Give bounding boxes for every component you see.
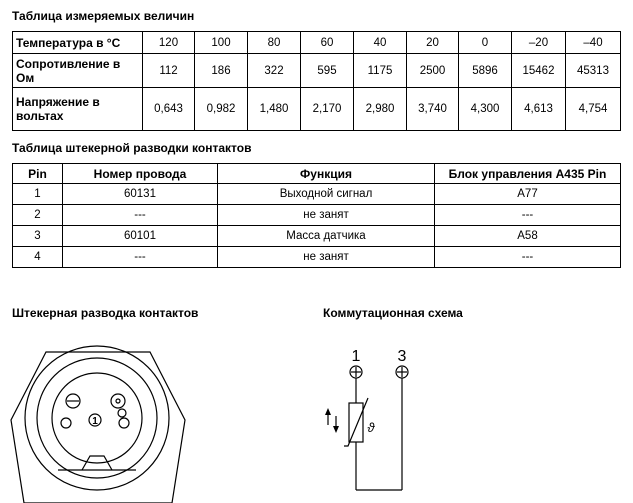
table-cell: 2,980 <box>354 88 407 131</box>
column-header: Функция <box>218 164 435 184</box>
connector-title: Штекерная разводка контактов <box>12 306 199 320</box>
table-cell: Выходной сигнал <box>218 184 435 205</box>
table-cell: 4 <box>13 247 63 268</box>
table-cell: 20 <box>407 32 459 54</box>
row-header: Напряжение в вольтах <box>13 88 143 131</box>
table-cell: не занят <box>218 205 435 226</box>
table-cell: 2500 <box>407 54 459 88</box>
table-cell: 45313 <box>566 54 621 88</box>
pin-bottom-right <box>118 409 126 417</box>
table-cell: 0,643 <box>143 88 195 131</box>
pinout-table-title: Таблица штекерной разводки контактов <box>12 141 252 155</box>
table-cell: --- <box>63 247 218 268</box>
column-header: Номер провода <box>63 164 218 184</box>
terminal-3-label: 3 <box>397 348 407 365</box>
pin-top-right <box>111 394 125 408</box>
table-cell: 60101 <box>63 226 218 247</box>
table-cell: 60131 <box>63 184 218 205</box>
table-cell: 1 <box>13 184 63 205</box>
table-cell: A77 <box>435 184 621 205</box>
table-cell: 0,982 <box>195 88 248 131</box>
table-cell: --- <box>435 205 621 226</box>
table-cell: 3 <box>13 226 63 247</box>
table-cell: 4,613 <box>512 88 566 131</box>
table-cell: –40 <box>566 32 621 54</box>
row-header: Температура в °C <box>13 32 143 54</box>
table-cell: –20 <box>512 32 566 54</box>
table-cell: 4,754 <box>566 88 621 131</box>
terminal-1-label: 1 <box>351 348 361 365</box>
table-cell: A58 <box>435 226 621 247</box>
table-cell: 322 <box>248 54 301 88</box>
table-cell: 1175 <box>354 54 407 88</box>
table-cell: 0 <box>459 32 512 54</box>
row-header: Сопротивление в Ом <box>13 54 143 88</box>
table-cell: --- <box>63 205 218 226</box>
connector-hex-body <box>11 352 185 503</box>
measurements-table-title: Таблица измеряемых величин <box>12 9 195 23</box>
table-cell: Масса датчика <box>218 226 435 247</box>
table-cell: 3,740 <box>407 88 459 131</box>
table-cell: 112 <box>143 54 195 88</box>
pin-left <box>61 418 71 428</box>
table-cell: 186 <box>195 54 248 88</box>
table-cell: 120 <box>143 32 195 54</box>
arrow-down-head <box>333 426 339 433</box>
arrow-heads <box>325 408 339 433</box>
schematic-title: Коммутационная схема <box>323 306 463 320</box>
table-cell: 100 <box>195 32 248 54</box>
table-cell: 40 <box>354 32 407 54</box>
connector-drawing <box>11 346 185 503</box>
table-cell: 60 <box>301 32 354 54</box>
table-cell: 1,480 <box>248 88 301 131</box>
table-cell: не занят <box>218 247 435 268</box>
pin-right <box>119 418 129 428</box>
thermistor-slash <box>344 398 368 446</box>
table-cell: 4,300 <box>459 88 512 131</box>
arrow-up-head <box>325 408 331 415</box>
pin-top-right-dot <box>116 399 120 403</box>
table-cell: 80 <box>248 32 301 54</box>
table-cell: --- <box>435 247 621 268</box>
table-cell: 15462 <box>512 54 566 88</box>
table-cell: 2 <box>13 205 63 226</box>
table-cell: 2,170 <box>301 88 354 131</box>
thermistor-resistor <box>349 403 363 442</box>
column-header: Pin <box>13 164 63 184</box>
table-cell: 5896 <box>459 54 512 88</box>
column-header: Блок управления A435 Pin <box>435 164 621 184</box>
table-cell: 595 <box>301 54 354 88</box>
theta-symbol: ϑ <box>367 420 375 435</box>
pin-number-label: 1 <box>92 416 98 427</box>
